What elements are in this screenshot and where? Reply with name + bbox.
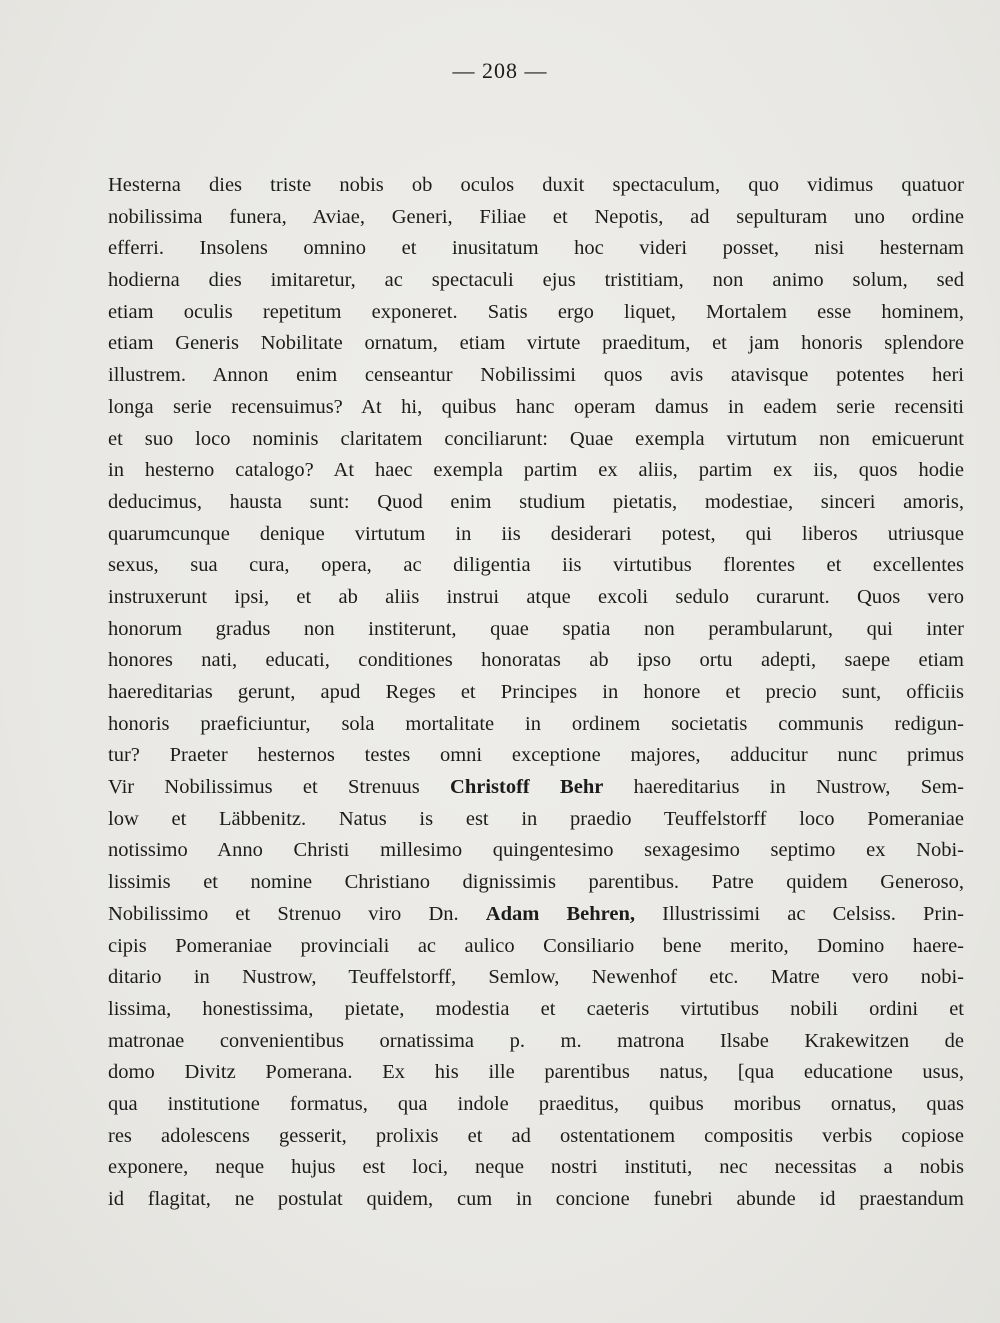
page-number: — 208 — [452, 58, 548, 83]
text-line [108, 1026, 964, 1058]
line-text: in hesterno catalogo? At haec exempla partim ex aliis, partim ex iis, quos hodie [108, 459, 964, 482]
bold-name: Christoff Behr [450, 776, 604, 799]
bold-name: Adam Behren, [485, 902, 635, 925]
text-line [108, 265, 964, 297]
line-text: illustrem. Annon enim censeantur Nobilissimi quos avis atavisque potentes heri [108, 364, 964, 387]
line-text: instruxerunt ipsi, et ab aliis instrui atque excoli sedulo curarunt. Quos vero [108, 585, 964, 608]
text-line [108, 931, 964, 963]
line-text: matronae convenientibus ornatissima p. m. matrona Ilsabe Krakewitzen de [108, 1029, 964, 1052]
text-line [108, 550, 964, 582]
line-text: qua institutione formatus, qua indole praeditus, quibus moribus ornatus, quas [108, 1092, 964, 1115]
text-line [108, 233, 964, 265]
line-text: haereditarias gerunt, apud Reges et Principes in honore et precio sunt, officiis [108, 681, 964, 703]
line-text: lissimis et nomine Christiano dignissimis parentibus. Patre quidem Generoso, [108, 871, 964, 894]
line-text: notissimo Anno Christi millesimo quingentesimo sexagesimo septimo ex Nobi- [108, 839, 964, 862]
line-text: res adolescens gesserit, prolixis et ad ostentationem compositis verbis copiose [108, 1124, 964, 1147]
text-line [108, 202, 964, 234]
text-line [108, 867, 964, 899]
line-text: quarumcunque denique virtutum in iis desiderari potest, qui liberos utriusque [108, 522, 964, 545]
text-line [108, 455, 964, 487]
text-line [108, 772, 964, 804]
line-text: tur? Praeter hesternos testes omni exceptione majores, adducitur nunc primus [108, 744, 964, 767]
line-text: longa serie recensuimus? At hi, quibus hanc operam damus in eadem serie recensiti [108, 395, 964, 418]
text-line [108, 804, 964, 836]
body-text [108, 170, 964, 1216]
line-text: deducimus, hausta sunt: Quod enim studium pietatis, modestiae, sinceri amoris, [108, 490, 964, 513]
text-line [108, 835, 964, 867]
text-line [108, 1121, 964, 1153]
text-line [108, 1057, 964, 1089]
line-text: nobilissima funera, Aviae, Generi, Filiae et Nepotis, ad sepulturam uno ordine [108, 205, 964, 228]
line-text: low et Läbbenitz. Natus is est in praedio Teuffelstorff loco Pomeraniae [108, 807, 964, 830]
text-line [108, 677, 964, 709]
line-text: honoris praeficiuntur, sola mortalitate in ordinem societatis communis redigun- [108, 712, 964, 735]
text-line [108, 487, 964, 519]
text-line [108, 297, 964, 329]
text-line [108, 709, 964, 741]
line-text: honorum gradus non institerunt, quae spatia non perambularunt, qui inter [108, 617, 964, 640]
text-line [108, 424, 964, 456]
line-text: sexus, sua cura, opera, ac diligentia iis virtutibus florentes et excellentes [108, 554, 964, 577]
line-text: Hesterna dies triste nobis ob oculos duxit spectaculum, quo vidimus quatuor [108, 174, 964, 196]
text-line [108, 1184, 964, 1216]
line-text: etiam Generis Nobilitate ornatum, etiam virtute praeditum, et jam honoris splendore [108, 332, 964, 355]
text-line [108, 1089, 964, 1121]
line-text: et suo loco nominis claritatem conciliarunt: Quae exempla virtutum non emicuerunt [108, 427, 964, 450]
line-text: ditario in Nustrow, Teuffelstorff, Semlow, Newenhof etc. Matre vero nobi- [108, 966, 964, 989]
line-text: lissima, honestissima, pietate, modestia et caeteris virtutibus nobili ordini et [108, 997, 964, 1020]
text-line [108, 614, 964, 646]
text-line [108, 962, 964, 994]
text-line [108, 582, 964, 614]
line-text: haereditarius in Nustrow, Sem- [603, 776, 964, 799]
line-text: domo Divitz Pomerana. Ex his ille parentibus natus, [qua educatione usus, [108, 1061, 964, 1084]
text-line [108, 645, 964, 677]
line-text: honores nati, educati, conditiones honoratas ab ipso ortu adepti, saepe etiam [108, 649, 964, 672]
line-text: cipis Pomeraniae provinciali ac aulico Consiliario bene merito, Domino haere- [108, 934, 964, 957]
line-text: id flagitat, ne postulat quidem, cum in concione funebri abunde id praestandum [108, 1188, 964, 1210]
text-line [108, 1152, 964, 1184]
text-line [108, 899, 964, 931]
text-line [108, 360, 964, 392]
line-text: hodierna dies imitaretur, ac spectaculi ejus tristitiam, non animo solum, sed [108, 269, 964, 292]
line-text: Vir Nobilissimus et Strenuus [108, 776, 451, 799]
line-text: exponere, neque hujus est loci, neque nostri instituti, nec necessitas a nobis [108, 1156, 964, 1179]
line-text: efferri. Insolens omnino et inusitatum hoc videri posset, nisi hesternam [108, 237, 964, 260]
text-line [108, 740, 964, 772]
text-line [108, 328, 964, 360]
text-line [108, 170, 964, 202]
line-text: Illustrissimi ac Celsiss. Prin- [635, 902, 964, 925]
line-text: Nobilissimo et Strenuo viro Dn. [108, 902, 486, 925]
text-line [108, 519, 964, 551]
text-line [108, 994, 964, 1026]
line-text: etiam oculis repetitum exponeret. Satis ergo liquet, Mortalem esse hominem, [108, 300, 964, 323]
text-line [108, 392, 964, 424]
